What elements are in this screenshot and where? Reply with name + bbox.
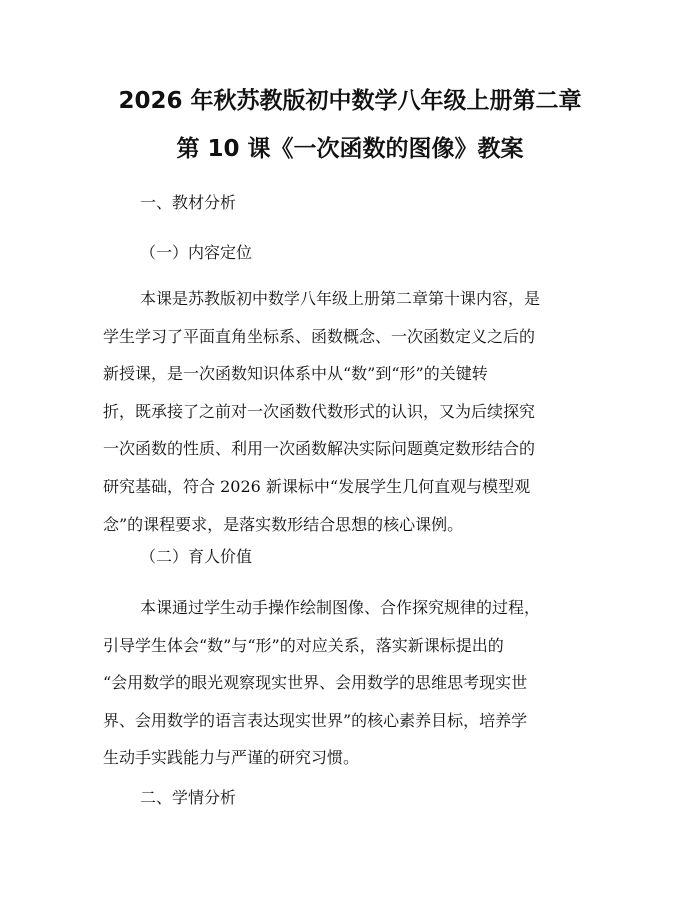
paragraph-line: 念”的课程要求，是落实数形结合思想的核心课例。	[103, 514, 464, 534]
paragraph-line: 折，既承接了之前对一次函数代数形式的认识，又为后续探究	[103, 401, 536, 421]
paragraph-line: 本课是苏教版初中数学八年级上册第二章第十课内容，是	[140, 289, 541, 308]
subsection-heading-content-position: （一）内容定位	[140, 243, 253, 262]
section-heading-learner-analysis: 二、学情分析	[140, 788, 237, 807]
paragraph-line: 引导学生体会“数”与“形”的对应关系，落实新课标提出的	[103, 635, 504, 655]
paragraph-line: 新授课，是一次函数知识体系中从“数”到“形”的关键转	[103, 364, 488, 384]
subsection-heading-educational-value: （二）育人价值	[140, 547, 253, 566]
section-heading-textbook-analysis: 一、教材分析	[140, 193, 237, 212]
paragraph-content-position	[103, 280, 623, 543]
paragraph-line: 本课通过学生动手操作绘制图像、合作探究规律的过程，	[140, 598, 541, 617]
document-title-line-2: 第 10 课《一次函数的图像》教案	[176, 136, 524, 162]
paragraph-line: 一次函数的性质、利用一次函数解决实际问题奠定数形结合的	[103, 439, 536, 459]
paragraph-line: 学生学习了平面直角坐标系、函数概念、一次函数定义之后的	[103, 326, 536, 346]
paragraph-line: 研究基础，符合 2026 新课标中“发展学生几何直观与模型观	[103, 476, 531, 496]
document-title-line-1: 2026 年秋苏教版初中数学八年级上册第二章	[118, 88, 582, 114]
paragraph-educational-value	[103, 589, 623, 777]
paragraph-line: 生动手实践能力与严谨的研究习惯。	[103, 748, 360, 768]
paragraph-line: 界、会用数学的语言表达现实世界”的核心素养目标，培养学	[103, 710, 528, 730]
paragraph-line: “会用数学的眼光观察现实世界、会用数学的思维思考现实世	[103, 673, 528, 693]
